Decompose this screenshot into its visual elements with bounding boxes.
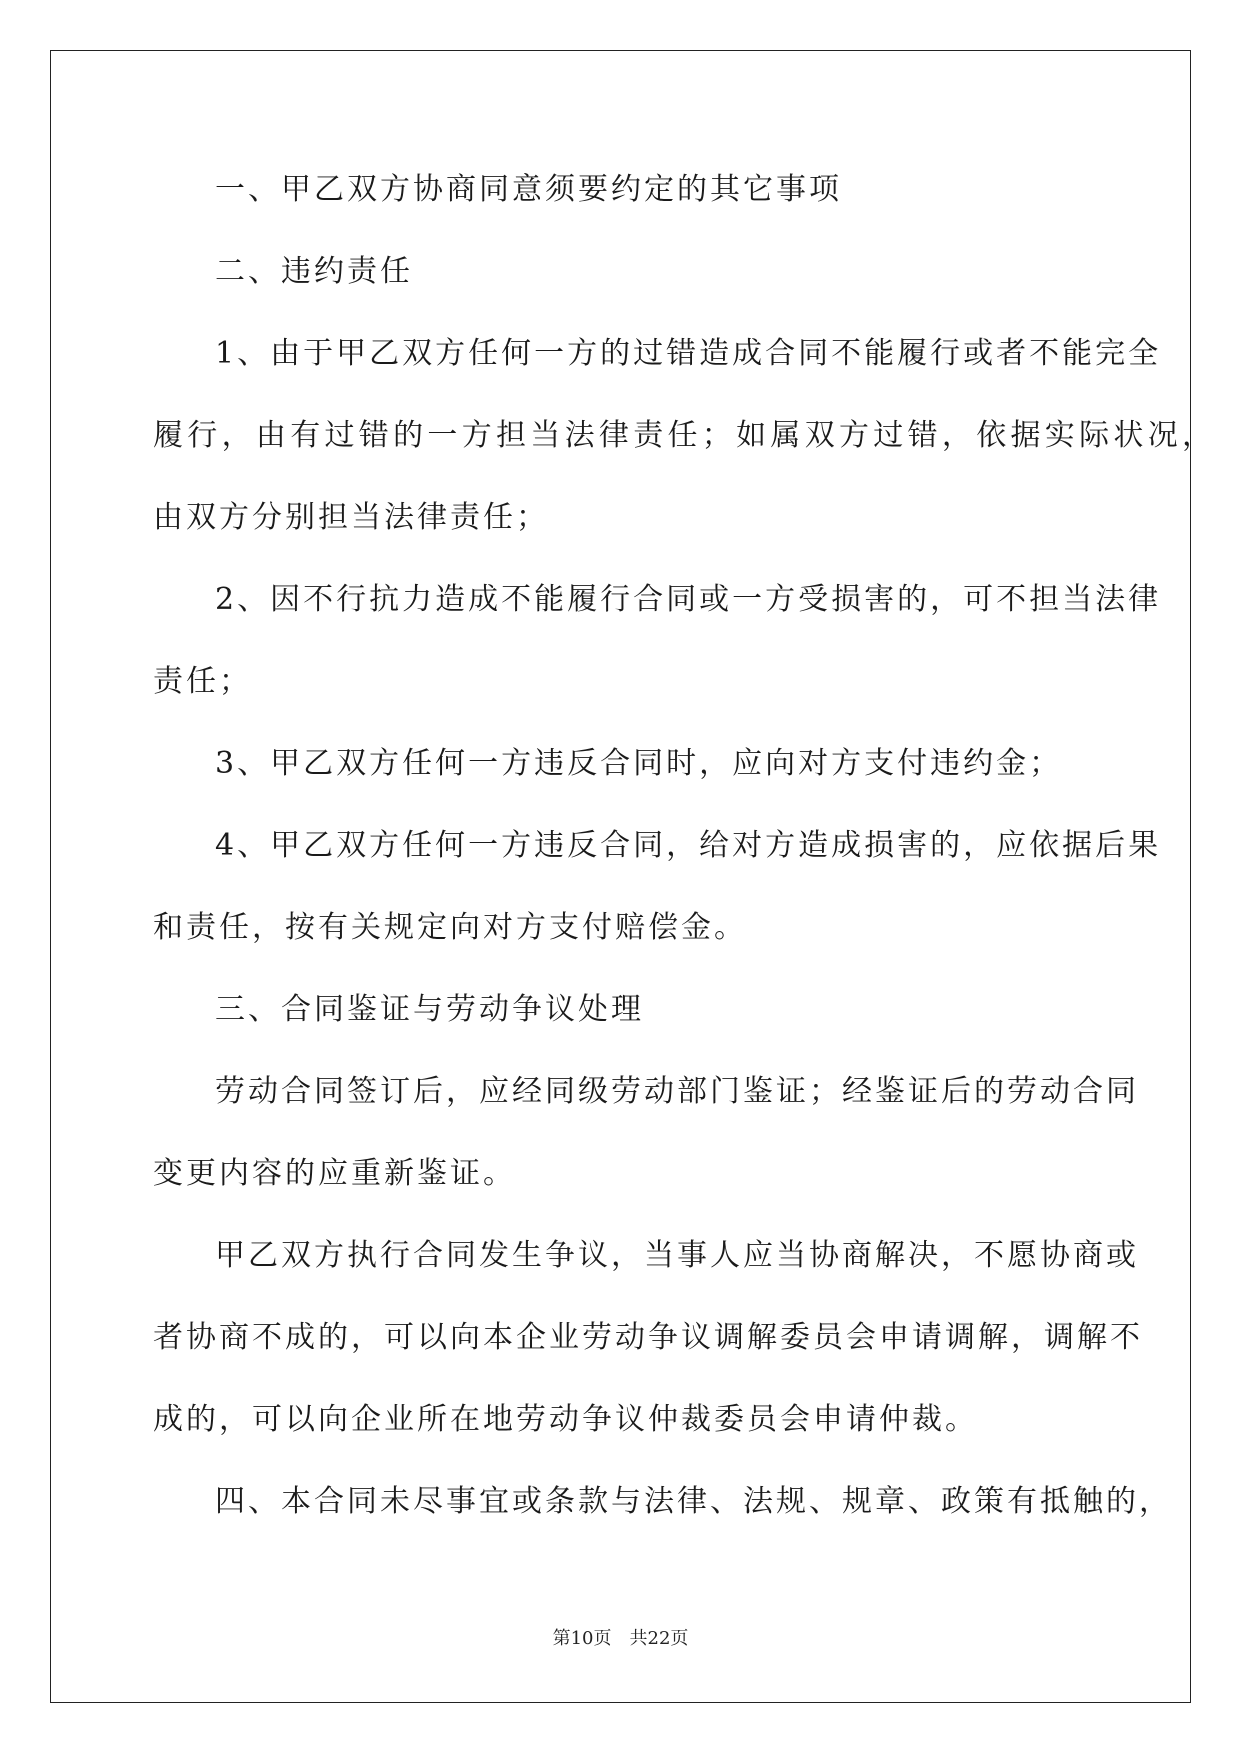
paragraph-line: 成的，可以向企业所在地劳动争议仲裁委员会申请仲裁。 — [153, 1402, 978, 1437]
paragraph-line: 甲乙双方执行合同发生争议，当事人应当协商解决，不愿协商或 — [215, 1238, 1139, 1273]
section-heading-other-matters: 一、甲乙双方协商同意须要约定的其它事项 — [215, 172, 842, 207]
paragraph-line: 劳动合同签订后，应经同级劳动部门鉴证；经鉴证后的劳动合同 — [215, 1074, 1139, 1109]
paragraph-line: 4、甲乙双方任何一方违反合同，给对方造成损害的，应依据后果 — [215, 828, 1162, 863]
paragraph-line: 者协商不成的，可以向本企业劳动争议调解委员会申请调解，调解不 — [153, 1320, 1143, 1355]
paragraph-line: 变更内容的应重新鉴证。 — [153, 1156, 516, 1191]
paragraph-line: 由双方分别担当法律责任； — [153, 500, 549, 535]
section-heading-breach: 二、违约责任 — [215, 254, 413, 289]
paragraph-line: 责任； — [153, 664, 252, 699]
section-heading-unresolved-matters: 四、本合同未尽事宜或条款与法律、法规、规章、政策有抵触的， — [215, 1484, 1172, 1519]
paragraph-line: 1、由于甲乙双方任何一方的过错造成合同不能履行或者不能完全 — [215, 336, 1162, 371]
paragraph-line: 履行，由有过错的一方担当法律责任；如属双方过错，依据实际状况， — [153, 418, 1217, 453]
page-border — [50, 50, 1191, 1703]
paragraph-line: 和责任，按有关规定向对方支付赔偿金。 — [153, 910, 747, 945]
page-number-footer: 第10页 共22页 — [552, 1628, 689, 1649]
section-heading-dispute: 三、合同鉴证与劳动争议处理 — [215, 992, 644, 1027]
paragraph-line: 3、甲乙双方任何一方违反合同时，应向对方支付违约金； — [215, 746, 1063, 781]
paragraph-line: 2、因不行抗力造成不能履行合同或一方受损害的，可不担当法律 — [215, 582, 1162, 617]
